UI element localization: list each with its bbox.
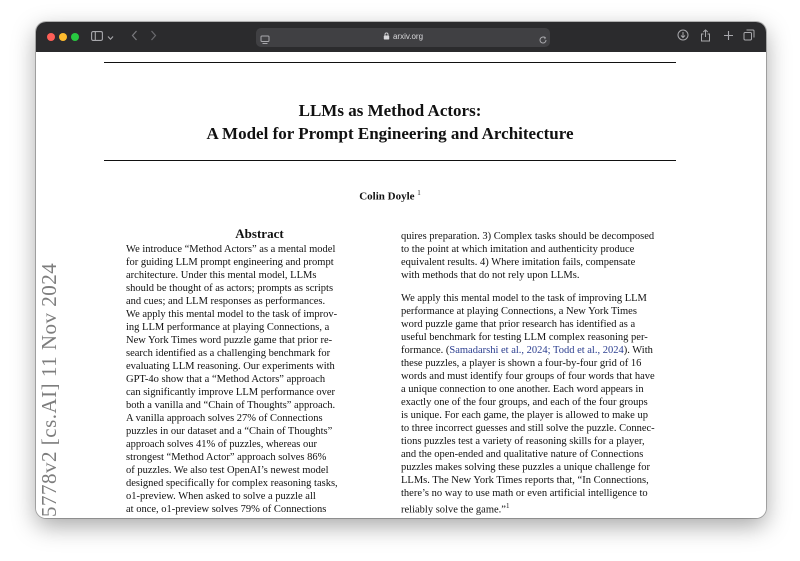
citation-link[interactable]: Samadarshi et al., 2024; Todd et al., 2024	[449, 345, 624, 356]
body-line: quires preparation. 3) Complex tasks should be decomposed	[401, 231, 655, 242]
sidebar-icon[interactable]	[90, 29, 104, 45]
abstract-line: puzzles in our dataset and a “Chain of Thoughts”	[126, 426, 333, 437]
abstract-line: architecture. Under this mental model, LLMs	[126, 270, 317, 281]
body-line: We apply this mental model to the task of improving LLM	[401, 293, 647, 304]
body-line: performance at playing Connections, a New York Times	[401, 306, 637, 317]
minimize-window-button[interactable]	[59, 33, 67, 41]
body-line: equivalent results. 4) Where imitation fails, compensate	[401, 257, 636, 268]
abstract-line: strongest “Method Actor” approach solves 86%	[126, 452, 327, 463]
lock-icon	[383, 32, 390, 44]
last-line-text: reliably solve the game.”	[401, 504, 506, 516]
body-line: tions puzzles test a variety of reasoning skills for a player,	[401, 436, 645, 447]
author-affiliation-mark: 1	[417, 189, 421, 197]
reload-icon[interactable]	[538, 32, 548, 50]
abstract-line: ing LLM performance at playing Connections, a	[126, 322, 330, 333]
body-line-with-citation	[401, 344, 653, 357]
cite-suffix: ). With	[623, 345, 653, 356]
abstract-line: can significantly improve LLM performance over	[126, 387, 336, 398]
abstract-line: New York Times word puzzle game that prior re-	[126, 335, 333, 346]
zoom-window-button[interactable]	[71, 33, 79, 41]
chevron-down-icon[interactable]	[106, 29, 114, 45]
browser-window	[36, 22, 766, 518]
paper-title-line-1: LLMs as Method Actors:	[298, 101, 482, 120]
abstract-line: should be thought of as actors; prompts as scripts	[126, 283, 334, 294]
abstract-line: GPT-4o show that a “Method Actors” approach	[126, 374, 326, 385]
abstract-line: designed specifically for complex reasoning tasks,	[126, 478, 338, 489]
url-display[interactable]	[256, 31, 550, 44]
title-top-rule	[104, 62, 676, 63]
close-window-button[interactable]	[47, 33, 55, 41]
body-line: these puzzles, a player is shown a four-by-four grid of 16	[401, 358, 642, 369]
body-line: to the point at which imitation and authenticity produce	[401, 244, 635, 255]
body-line: is unique. For each game, the player is allowed to make up	[401, 410, 648, 421]
abstract-line: We introduce “Method Actors” as a mental model	[126, 244, 336, 255]
abstract-line: and cues; and LLM responses as performances.	[126, 296, 326, 307]
abstract-line: both a vanilla and “Chain of Thoughts” approach.	[126, 400, 336, 411]
footnote-mark[interactable]: 1	[505, 502, 510, 510]
body-line: words and must identify four groups of four words that have	[401, 371, 655, 382]
abstract-line: at once, o1-preview solves 79% of Connections	[126, 504, 327, 515]
arxiv-stamp: 5778v2 [cs.AI] 11 Nov 2024	[37, 262, 61, 517]
pdf-page	[36, 52, 766, 518]
body-line: to three incorrect guesses and still solve the puzzle. Connec-	[401, 423, 655, 434]
tab-overview-icon[interactable]	[743, 29, 755, 45]
body-line: there’s no way to use math or even artificial intelligence to	[401, 488, 648, 499]
back-icon[interactable]	[129, 29, 139, 45]
author-name: Colin Doyle $^1$	[359, 189, 421, 203]
abstract-line: approach solves 41% of puzzles, whereas our	[126, 439, 317, 450]
body-line: puzzles makes solving these puzzles a unique challenge for	[401, 462, 650, 473]
body-line: word puzzle game that prior research has identified as a	[401, 319, 636, 330]
body-line: with methods that do not rely upon LLMs.	[401, 270, 580, 281]
body-line: and the open-ended and qualitative nature of Connections	[401, 449, 644, 460]
abstract-line: o1-preview. When asked to solve a puzzle all	[126, 491, 316, 502]
address-bar[interactable]	[256, 28, 550, 47]
paper-title-line-2: A Model for Prompt Engineering and Architecture	[206, 124, 574, 143]
abstract-line: evaluating LLM reasoning. Our experiments with	[126, 361, 335, 372]
body-line: exactly one of the four groups, and each of the four groups	[401, 397, 648, 408]
abstract-heading: Abstract	[235, 226, 284, 241]
body-line: LLMs. The New York Times reports that, “In Connections,	[401, 475, 649, 486]
share-icon[interactable]	[699, 29, 711, 46]
url-text: arxiv.org	[392, 32, 424, 41]
abstract-line: search identified as a challenging benchmark for	[126, 348, 331, 359]
forward-icon[interactable]	[148, 29, 158, 45]
abstract-line: of puzzles. We also test OpenAI’s newest model	[126, 465, 329, 476]
abstract-line: A vanilla approach solves 27% of Connections	[126, 413, 323, 424]
abstract-line: for guiding LLM prompt engineering and prompt	[126, 257, 334, 268]
body-line: a unique connection to one another. Each word appears in	[401, 384, 644, 395]
download-icon[interactable]	[677, 29, 689, 45]
new-tab-icon[interactable]	[722, 29, 734, 45]
abstract-line: We apply this mental model to the task of improv-	[126, 309, 338, 320]
title-bottom-rule	[104, 160, 676, 161]
body-line	[401, 500, 509, 517]
cite-prefix: formance. (	[401, 345, 450, 356]
body-line: useful benchmark for testing LLM complex reasoning per-	[401, 332, 648, 343]
browser-toolbar	[36, 22, 766, 52]
